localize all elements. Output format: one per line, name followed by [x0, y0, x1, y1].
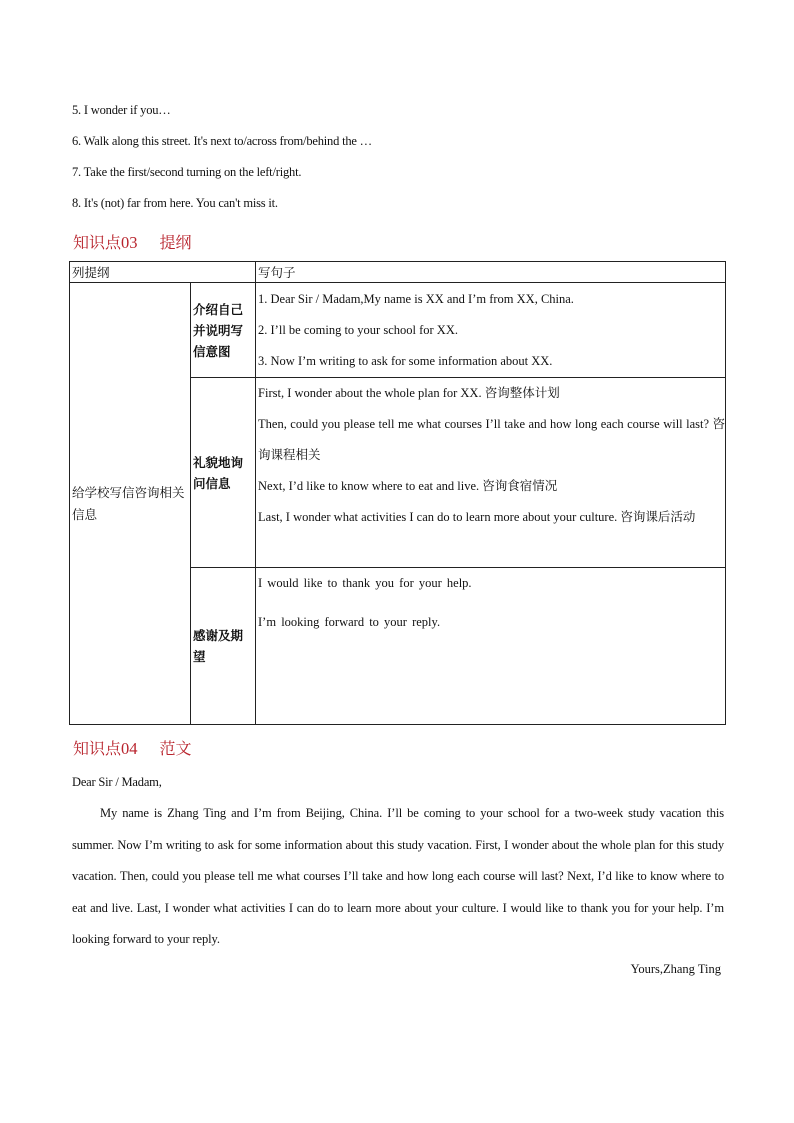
sentence-line: First, I wonder about the whole plan for XX. 咨询整体计划: [258, 386, 560, 400]
row-label-inquire: 礼貌地询问信息: [191, 378, 256, 568]
sentence-line: I would like to thank you for your help.: [258, 576, 472, 590]
intro-line-8: 8. It's (not) far from here. You can't miss it.: [72, 196, 278, 210]
header-outline: 列提纲: [70, 262, 256, 283]
row-label-thanks: 感谢及期望: [191, 568, 256, 725]
intro-line-6: 6. Walk along this street. It's next to/across from/behind the …: [72, 134, 372, 148]
row-label-introduce: 介绍自己并说明写信意图: [191, 283, 256, 378]
topic-cell: 给学校写信咨询相关信息: [70, 283, 191, 725]
row-sentences-thanks: [256, 568, 726, 725]
section-number: 03: [121, 233, 138, 252]
letter-salutation: Dear Sir / Madam,: [72, 775, 162, 789]
section-prefix: 知识点: [73, 233, 122, 252]
intro-line-5: 5. I wonder if you…: [72, 103, 171, 117]
sentence-line: 2. I’ll be coming to your school for XX.: [258, 323, 458, 337]
header-sentences: 写句子: [256, 262, 726, 283]
section-prefix: 知识点: [73, 739, 122, 758]
sentence-line: 1. Dear Sir / Madam,My name is XX and I’m from XX, China.: [258, 292, 574, 306]
sentence-line: 3. Now I’m writing to ask for some information about XX.: [258, 354, 553, 368]
sentence-line: I’m looking forward to your reply.: [258, 615, 441, 629]
section-title: 范文: [159, 739, 192, 758]
section-heading-sample: [73, 736, 192, 759]
sentence-line: Then, could you please tell me what courses I’ll take and how long each course will last? 咨询课程相关: [258, 417, 726, 462]
sentence-line: Next, I’d like to know where to eat and live. 咨询食宿情况: [258, 479, 558, 493]
letter-closing: Yours,Zhang Ting: [630, 962, 721, 976]
letter-body: My name is Zhang Ting and I’m from Beijing, China. I’ll be coming to your school for a two-week study vacation this summer. Now I’m writing to ask for some information about this study vacation. First, I wonder about the whole plan for this study vacation. Then, could you please tell me what courses I’ll take and how long each course will last? Next, I’d like to know where to eat and live. Last, I wonder what activities I can do to learn more about your culture. I would like to thank you for your help. I’m looking forward to your reply.: [72, 806, 724, 946]
row-sentences-inquire: [256, 378, 726, 568]
row-sentences-introduce: [256, 283, 726, 378]
intro-line-7: 7. Take the first/second turning on the left/right.: [72, 165, 302, 179]
sentence-line: Last, I wonder what activities I can do to learn more about your culture. 咨询课后活动: [258, 510, 696, 524]
outline-table: [69, 261, 726, 725]
section-heading-outline: [73, 230, 192, 253]
section-number: 04: [121, 739, 138, 758]
section-title: 提纲: [159, 233, 192, 252]
